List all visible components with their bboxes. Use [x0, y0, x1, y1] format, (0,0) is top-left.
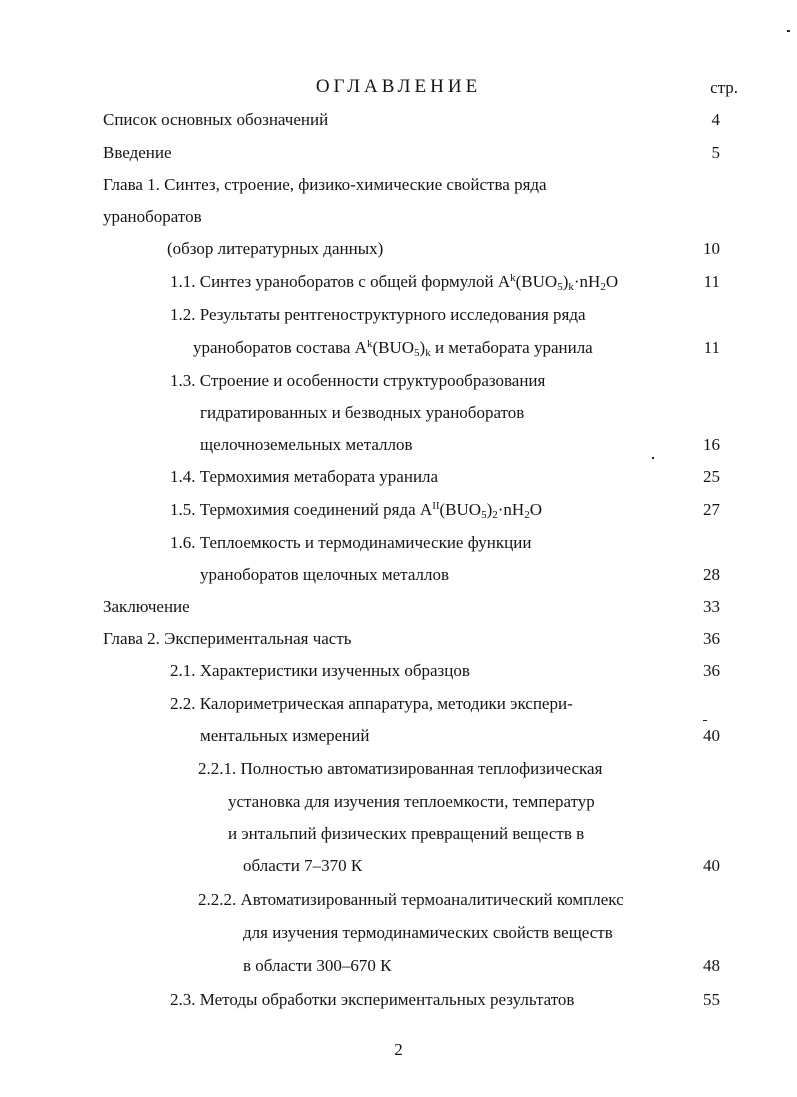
toc-entry-text: 1.2. Результаты рентгеноструктурного исследования ряда [170, 305, 586, 324]
toc-entry-text: установка для изучения теплоемкости, температур [228, 792, 595, 811]
toc-entry-page: 36 [703, 661, 720, 680]
toc-entry-text: Глава 2. Экспериментальная часть [103, 629, 352, 648]
toc-entry-text: области 7–370 К [243, 856, 363, 875]
toc-entry-text: для изучения термодинамических свойств веществ [243, 923, 613, 942]
toc-entry-page: 4 [711, 110, 720, 129]
formula-text: ·nH [497, 500, 525, 519]
formula-text: O [605, 272, 619, 291]
toc-entry-page: 16 [703, 435, 720, 454]
scan-speck [703, 720, 707, 721]
formula-text: (BUO [372, 338, 415, 357]
toc-entry-page: 33 [703, 597, 720, 616]
page-title: ОГЛАВЛЕНИЕ [315, 76, 482, 97]
toc-entry-text: 2.3. Методы обработки экспериментальных результатов [170, 990, 575, 1009]
toc-entry-text: 1.4. Термохимия метабората уранила [170, 467, 439, 486]
formula-text: ) [486, 500, 493, 519]
toc-entry-text: ментальных измерений [200, 726, 370, 745]
toc-entry-text: гидратированных и безводных ураноборатов [200, 403, 525, 422]
scan-speck [652, 457, 654, 459]
toc-entry-formula [170, 270, 618, 294]
formula-text: ) [562, 272, 569, 291]
formula-text: (BUO [515, 272, 558, 291]
toc-entry-text: ураноборатов [103, 207, 202, 226]
formula-text: 1.1. Синтез ураноборатов с общей формулой A [170, 272, 511, 291]
toc-entry-text: 2.2.1. Полностью автоматизированная теплофизическая [198, 759, 603, 778]
formula-text: ураноборатов состава A [193, 338, 367, 357]
scan-speck [787, 30, 790, 32]
formula-sub: 5 [414, 347, 420, 359]
toc-entry-page: 55 [703, 990, 720, 1009]
toc-entry-text: Введение [103, 143, 172, 162]
formula-text: ·nH [573, 272, 601, 291]
formula-text: 1.5. Термохимия соединений ряда A [170, 500, 433, 519]
toc-entry-text: (обзор литературных данных) [167, 239, 384, 258]
toc-entry-page: 11 [703, 272, 720, 291]
toc-entry-formula [170, 498, 542, 522]
toc-entry-page: 40 [703, 726, 720, 745]
formula-sub: 2 [600, 281, 606, 293]
page-number: 2 [394, 1040, 403, 1059]
toc-entry-text: 1.6. Теплоемкость и термодинамические функции [170, 533, 532, 552]
toc-entry-page: 40 [703, 856, 720, 875]
toc-entry-page: 36 [703, 629, 720, 648]
toc-entry-page: 28 [703, 565, 720, 584]
toc-entry-formula [193, 336, 593, 360]
formula-sub: 2 [492, 509, 498, 521]
formula-text: O [529, 500, 542, 519]
toc-entry-text: и энтальпий физических превращений веществ в [228, 824, 585, 843]
toc-entry-page: 48 [703, 956, 720, 975]
toc-entry-text: Список основных обозначений [103, 110, 329, 129]
formula-text: ) [419, 338, 426, 357]
toc-entry-text: 1.3. Строение и особенности структурообразования [170, 371, 546, 390]
formula-sub: k [425, 347, 431, 359]
toc-entry-page: 10 [703, 239, 720, 258]
formula-sub: 2 [524, 509, 530, 521]
toc-entry-text: Глава 1. Синтез, строение, физико-химические свойства ряда [103, 175, 547, 194]
formula-sup: II [432, 500, 440, 512]
toc-entry-text: 2.1. Характеристики изученных образцов [170, 661, 470, 680]
toc-entry-text: в области 300–670 К [243, 956, 392, 975]
formula-sub: 5 [481, 509, 487, 521]
toc-entry-text: 2.2. Калориметрическая аппаратура, методики экспери- [170, 694, 573, 713]
formula-text: (BUO [439, 500, 482, 519]
toc-entry-text: щелочноземельных металлов [200, 435, 413, 454]
page-column-label: стр. [710, 78, 738, 97]
toc-entry-page: 11 [703, 338, 720, 357]
formula-sub: 5 [557, 281, 563, 293]
toc-entry-text: Заключение [103, 597, 190, 616]
toc-entry-page: 25 [703, 467, 720, 486]
formula-sup: k [510, 272, 516, 284]
toc-entry-page: 27 [703, 500, 720, 519]
toc-entry-page: 5 [711, 143, 720, 162]
formula-text: и метабората уранила [430, 338, 593, 357]
toc-entry-text: 2.2.2. Автоматизированный термоаналитический комплекс [198, 890, 624, 909]
toc-entry-text: ураноборатов щелочных металлов [200, 565, 450, 584]
formula-sup: k [366, 338, 373, 350]
formula-sub: k [568, 281, 574, 293]
